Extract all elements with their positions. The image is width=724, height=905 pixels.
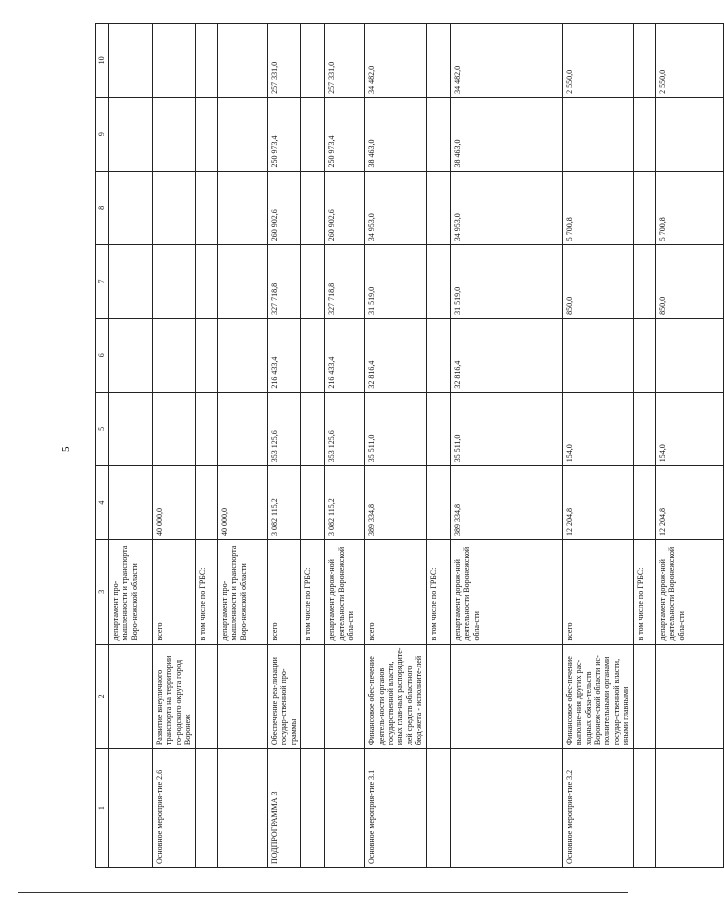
value-cell-col5: 154,0 xyxy=(562,392,633,466)
value-cell-col6 xyxy=(426,318,450,392)
value-cell-col9 xyxy=(655,97,723,171)
value-cell-col6: 216 433,4 xyxy=(267,318,300,392)
value-cell-col6 xyxy=(633,318,655,392)
measure-name-cell xyxy=(325,644,365,749)
measure-code-cell xyxy=(109,749,153,868)
executor-cell: департамент дорож-ной деятельности Воронежской обла-сти xyxy=(325,539,365,644)
value-cell-col8: 5 700,8 xyxy=(562,171,633,245)
measure-name-cell: Финансовое обес-печение выполне-ния других рас-ходных обяза-тельств Воронеж-ской области ис-полнительными органами государ-ственной власти, иными главными xyxy=(562,644,633,749)
value-cell-col4 xyxy=(426,466,450,540)
column-header-3: 3 xyxy=(96,539,109,644)
value-cell-col8: 260 902,6 xyxy=(267,171,300,245)
value-cell-col8: 34 953,0 xyxy=(450,171,562,245)
measure-name-cell: Финансовое обес-печение деятель-ности органов государственной власти, иных глав-ных распорядите-лей средств областного бюд-жета - исполните-лей xyxy=(365,644,427,749)
measure-code-cell xyxy=(217,749,267,868)
value-cell-col5 xyxy=(633,392,655,466)
value-cell-col4 xyxy=(195,466,217,540)
column-header-5: 5 xyxy=(96,392,109,466)
value-cell-col8 xyxy=(301,171,325,245)
value-cell-col4: 389 334,8 xyxy=(450,466,562,540)
page-number: 5 xyxy=(60,446,72,452)
table-row xyxy=(195,24,217,868)
value-cell-col10: 257 331,0 xyxy=(325,24,365,98)
value-cell-col8 xyxy=(633,171,655,245)
value-cell-col7: 327 718,8 xyxy=(325,245,365,319)
value-cell-col10 xyxy=(153,24,196,98)
measure-name-cell xyxy=(195,644,217,749)
measure-code-cell xyxy=(325,749,365,868)
table-row xyxy=(633,24,655,868)
table-row xyxy=(450,24,562,868)
value-cell-col5: 353 125,6 xyxy=(325,392,365,466)
value-cell-col9 xyxy=(633,97,655,171)
value-cell-col7 xyxy=(109,245,153,319)
measure-name-cell: Обеспечение реа-лизации государ-ственной про-граммы xyxy=(267,644,300,749)
column-header-7: 7 xyxy=(96,245,109,319)
budget-table xyxy=(95,23,724,868)
value-cell-col10 xyxy=(217,24,267,98)
column-header-9: 9 xyxy=(96,97,109,171)
measure-name-cell xyxy=(450,644,562,749)
table-row xyxy=(301,24,325,868)
value-cell-col7 xyxy=(301,245,325,319)
header-row xyxy=(96,24,109,868)
column-header-2: 2 xyxy=(96,644,109,749)
value-cell-col5: 353 125,6 xyxy=(267,392,300,466)
executor-cell: департамент дорож-ной деятельности Воронежской обла-сти xyxy=(655,539,723,644)
value-cell-col9 xyxy=(153,97,196,171)
measure-code-cell xyxy=(426,749,450,868)
value-cell-col5 xyxy=(217,392,267,466)
value-cell-col6 xyxy=(153,318,196,392)
measure-name-cell xyxy=(426,644,450,749)
value-cell-col4 xyxy=(301,466,325,540)
value-cell-col8 xyxy=(217,171,267,245)
value-cell-col8: 5 700,8 xyxy=(655,171,723,245)
table-row xyxy=(562,24,633,868)
value-cell-col7: 31 519,0 xyxy=(365,245,427,319)
value-cell-col7: 327 718,8 xyxy=(267,245,300,319)
value-cell-col9 xyxy=(562,97,633,171)
measure-code-cell: Основное мероприя-тие 3.2 xyxy=(562,749,633,868)
value-cell-col6: 216 433,4 xyxy=(325,318,365,392)
value-cell-col4: 12 204,8 xyxy=(655,466,723,540)
value-cell-col6: 32 816,4 xyxy=(365,318,427,392)
value-cell-col10: 2 550,0 xyxy=(562,24,633,98)
value-cell-col6 xyxy=(195,318,217,392)
value-cell-col6: 32 816,4 xyxy=(450,318,562,392)
value-cell-col5 xyxy=(109,392,153,466)
column-header-10: 10 xyxy=(96,24,109,98)
value-cell-col9 xyxy=(426,97,450,171)
table-row xyxy=(267,24,300,868)
executor-cell: всего xyxy=(365,539,427,644)
measure-code-cell xyxy=(450,749,562,868)
executor-cell: департамент про-мышленности и транспорта Воро-нежской области xyxy=(217,539,267,644)
value-cell-col5: 35 511,0 xyxy=(365,392,427,466)
value-cell-col5 xyxy=(426,392,450,466)
column-header-8: 8 xyxy=(96,171,109,245)
value-cell-col9: 250 973,4 xyxy=(325,97,365,171)
value-cell-col10 xyxy=(426,24,450,98)
value-cell-col5 xyxy=(301,392,325,466)
value-cell-col4: 40 000,0 xyxy=(153,466,196,540)
value-cell-col8: 260 902,6 xyxy=(325,171,365,245)
table-row xyxy=(109,24,153,868)
measure-code-cell xyxy=(301,749,325,868)
value-cell-col4 xyxy=(633,466,655,540)
value-cell-col4: 40 000,0 xyxy=(217,466,267,540)
table-row xyxy=(426,24,450,868)
value-cell-col10 xyxy=(109,24,153,98)
value-cell-col9: 38 463,0 xyxy=(450,97,562,171)
value-cell-col9: 250 973,4 xyxy=(267,97,300,171)
value-cell-col9: 38 463,0 xyxy=(365,97,427,171)
table-row xyxy=(365,24,427,868)
value-cell-col5: 35 511,0 xyxy=(450,392,562,466)
column-header-4: 4 xyxy=(96,466,109,540)
column-header-6: 6 xyxy=(96,318,109,392)
value-cell-col8 xyxy=(426,171,450,245)
value-cell-col7 xyxy=(426,245,450,319)
measure-name-cell: Развитие внеуличного транспорта на территории го-родского округа город Воронеж xyxy=(153,644,196,749)
value-cell-col9 xyxy=(195,97,217,171)
value-cell-col4: 12 204,8 xyxy=(562,466,633,540)
value-cell-col7: 31 519,0 xyxy=(450,245,562,319)
table-row xyxy=(655,24,723,868)
value-cell-col9 xyxy=(301,97,325,171)
measure-code-cell xyxy=(633,749,655,868)
value-cell-col10: 257 331,0 xyxy=(267,24,300,98)
value-cell-col8: 34 953,0 xyxy=(365,171,427,245)
value-cell-col7 xyxy=(217,245,267,319)
value-cell-col7: 850,0 xyxy=(655,245,723,319)
value-cell-col10: 34 482,0 xyxy=(450,24,562,98)
table-row xyxy=(325,24,365,868)
measure-code-cell: ПОДПРОГРАММА 3 xyxy=(267,749,300,868)
executor-cell: всего xyxy=(267,539,300,644)
table-row xyxy=(217,24,267,868)
value-cell-col8 xyxy=(153,171,196,245)
measure-code-cell: Основное мероприя-тие 3.1 xyxy=(365,749,427,868)
measure-name-cell xyxy=(217,644,267,749)
value-cell-col8 xyxy=(109,171,153,245)
column-header-1: 1 xyxy=(96,749,109,868)
value-cell-col9 xyxy=(109,97,153,171)
value-cell-col4: 3 082 115,2 xyxy=(267,466,300,540)
measure-name-cell xyxy=(633,644,655,749)
table-row xyxy=(153,24,196,868)
value-cell-col10: 34 482,0 xyxy=(365,24,427,98)
measure-code-cell xyxy=(195,749,217,868)
bottom-rule xyxy=(18,892,628,893)
value-cell-col10: 2 550,0 xyxy=(655,24,723,98)
executor-cell: в том числе по ГРБС: xyxy=(301,539,325,644)
value-cell-col6 xyxy=(109,318,153,392)
executor-cell: всего xyxy=(562,539,633,644)
value-cell-col10 xyxy=(301,24,325,98)
value-cell-col7 xyxy=(633,245,655,319)
value-cell-col5: 154,0 xyxy=(655,392,723,466)
value-cell-col5 xyxy=(153,392,196,466)
value-cell-col10 xyxy=(195,24,217,98)
measure-name-cell xyxy=(301,644,325,749)
value-cell-col10 xyxy=(633,24,655,98)
value-cell-col4: 389 334,8 xyxy=(365,466,427,540)
rotated-table-sheet xyxy=(95,23,686,868)
table-body xyxy=(109,24,724,868)
executor-cell: в том числе по ГРБС: xyxy=(195,539,217,644)
value-cell-col6 xyxy=(562,318,633,392)
executor-cell: департамент дорож-ной деятельности Воронежской обла-сти xyxy=(450,539,562,644)
value-cell-col6 xyxy=(217,318,267,392)
value-cell-col7: 850,0 xyxy=(562,245,633,319)
executor-cell: департамент про-мышленности и транспорта Воро-нежской области xyxy=(109,539,153,644)
measure-code-cell xyxy=(655,749,723,868)
executor-cell: всего xyxy=(153,539,196,644)
value-cell-col4: 3 082 115,2 xyxy=(325,466,365,540)
executor-cell: в том числе по ГРБС: xyxy=(426,539,450,644)
value-cell-col4 xyxy=(109,466,153,540)
value-cell-col6 xyxy=(301,318,325,392)
value-cell-col7 xyxy=(195,245,217,319)
measure-name-cell xyxy=(109,644,153,749)
executor-cell: в том числе по ГРБС: xyxy=(633,539,655,644)
measure-name-cell xyxy=(655,644,723,749)
value-cell-col5 xyxy=(195,392,217,466)
value-cell-col7 xyxy=(153,245,196,319)
value-cell-col9 xyxy=(217,97,267,171)
value-cell-col6 xyxy=(655,318,723,392)
value-cell-col8 xyxy=(195,171,217,245)
measure-code-cell: Основное мероприя-тие 2.6 xyxy=(153,749,196,868)
